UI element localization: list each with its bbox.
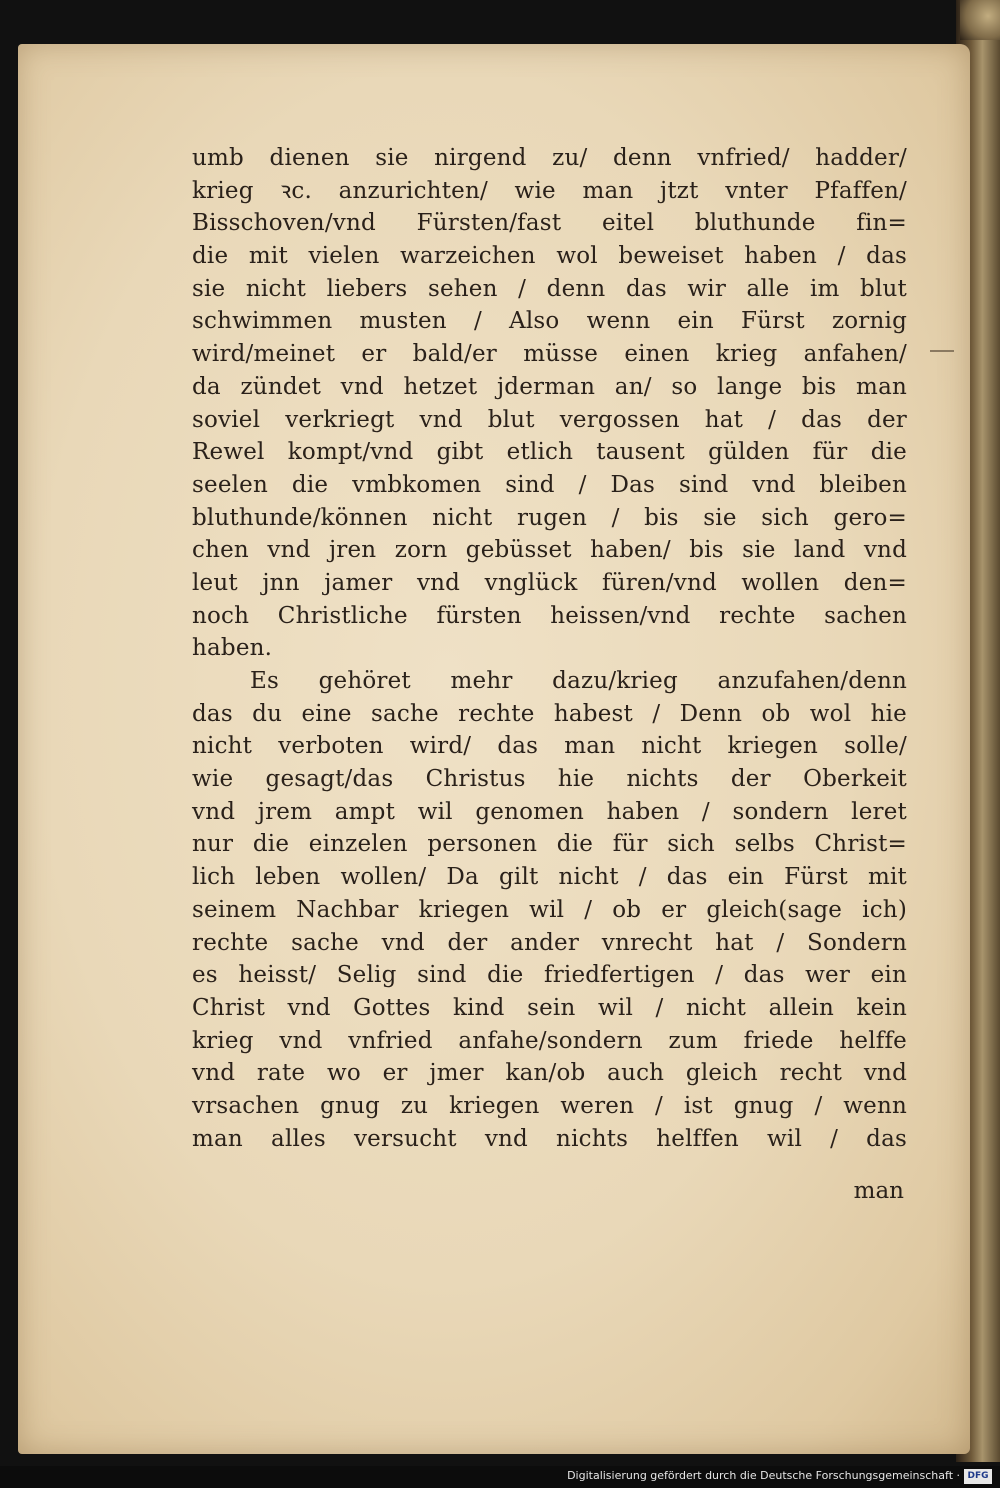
text-line: wird/meinet er bald/er müsse einen krieg anfahen/ (192, 341, 907, 368)
text-line: krieg vnd vnfried anfahe/sondern zum friede helffe (192, 1027, 907, 1054)
text-line: das du eine sache rechte habest / Denn ob wol hie (192, 700, 907, 727)
text-line: umb dienen sie nirgend zu/ denn vnfried/ hadder/ (192, 145, 907, 171)
text-line: Christ vnd Gottes kind sein wil / nicht allein kein (192, 994, 907, 1021)
text-line-paragraph-start: Es gehöret mehr dazu/krieg anzufahen/denn (250, 668, 907, 694)
text-line: vnd jrem ampt wil genomen haben / sondern leret (192, 798, 907, 825)
text-line: soviel verkriegt vnd blut vergossen hat / das der (192, 406, 907, 433)
text-line: chen vnd jren zorn gebüsset haben/ bis sie land vnd (192, 537, 907, 564)
margin-mark (930, 350, 954, 352)
text-line: nur die einzelen personen die für sich selbs Christ= (192, 831, 907, 858)
text-line: noch Christliche fürsten heissen/vnd rechte sachen (192, 602, 907, 629)
text-line: rechte sache vnd der ander vnrecht hat / Sondern (192, 929, 907, 956)
text-line: seinem Nachbar kriegen wil / ob er gleich(sage ich) (192, 896, 907, 923)
footer-bar (0, 1466, 1000, 1488)
funding-credit: Digitalisierung gefördert durch die Deutsche Forschungsgemeinschaft · (567, 1469, 960, 1482)
text-line: seelen die vmbkomen sind / Das sind vnd bleiben (192, 471, 907, 498)
text-line: nicht verboten wird/ das man nicht kriegen solle/ (192, 733, 907, 760)
text-line: vrsachen gnug zu kriegen weren / ist gnug / wenn (192, 1092, 907, 1119)
text-line: da zündet vnd hetzet jderman an/ so lange bis man (192, 373, 907, 400)
catchword: man (853, 1178, 904, 1204)
text-line: es heisst/ Selig sind die friedfertigen / das wer ein (192, 962, 907, 989)
page-corner (960, 0, 1000, 40)
text-line: vnd rate wo er jmer kan/ob auch gleich recht vnd (192, 1060, 907, 1087)
text-line: die mit vielen warzeichen wol beweiset haben / das (192, 243, 907, 270)
text-line: leut jnn jamer vnd vnglück füren/vnd wollen den= (192, 569, 907, 596)
text-line: Rewel kompt/vnd gibt etlich tausent gülden für die (192, 439, 907, 466)
text-line: krieg ꝛc. anzurichten/ wie man jtzt vnter Pfaffen/ (192, 177, 907, 204)
dfg-logo-icon: DFG (964, 1469, 992, 1484)
text-line-paragraph-end: haben. (192, 635, 273, 662)
text-line: man alles versucht vnd nichts helffen wil / das (192, 1125, 907, 1152)
text-line: wie gesagt/das Christus hie nichts der Oberkeit (192, 766, 907, 793)
text-line: schwimmen musten / Also wenn ein Fürst zornig (192, 308, 907, 335)
text-line: lich leben wollen/ Da gilt nicht / das ein Fürst mit (192, 864, 907, 891)
text-line: sie nicht liebers sehen / denn das wir alle im blut (192, 275, 907, 302)
text-line: bluthunde/können nicht rugen / bis sie sich gero= (192, 504, 907, 531)
text-block (192, 142, 907, 1155)
text-line: Bisschoven/vnd Fürsten/fast eitel bluthunde fin= (192, 210, 907, 237)
